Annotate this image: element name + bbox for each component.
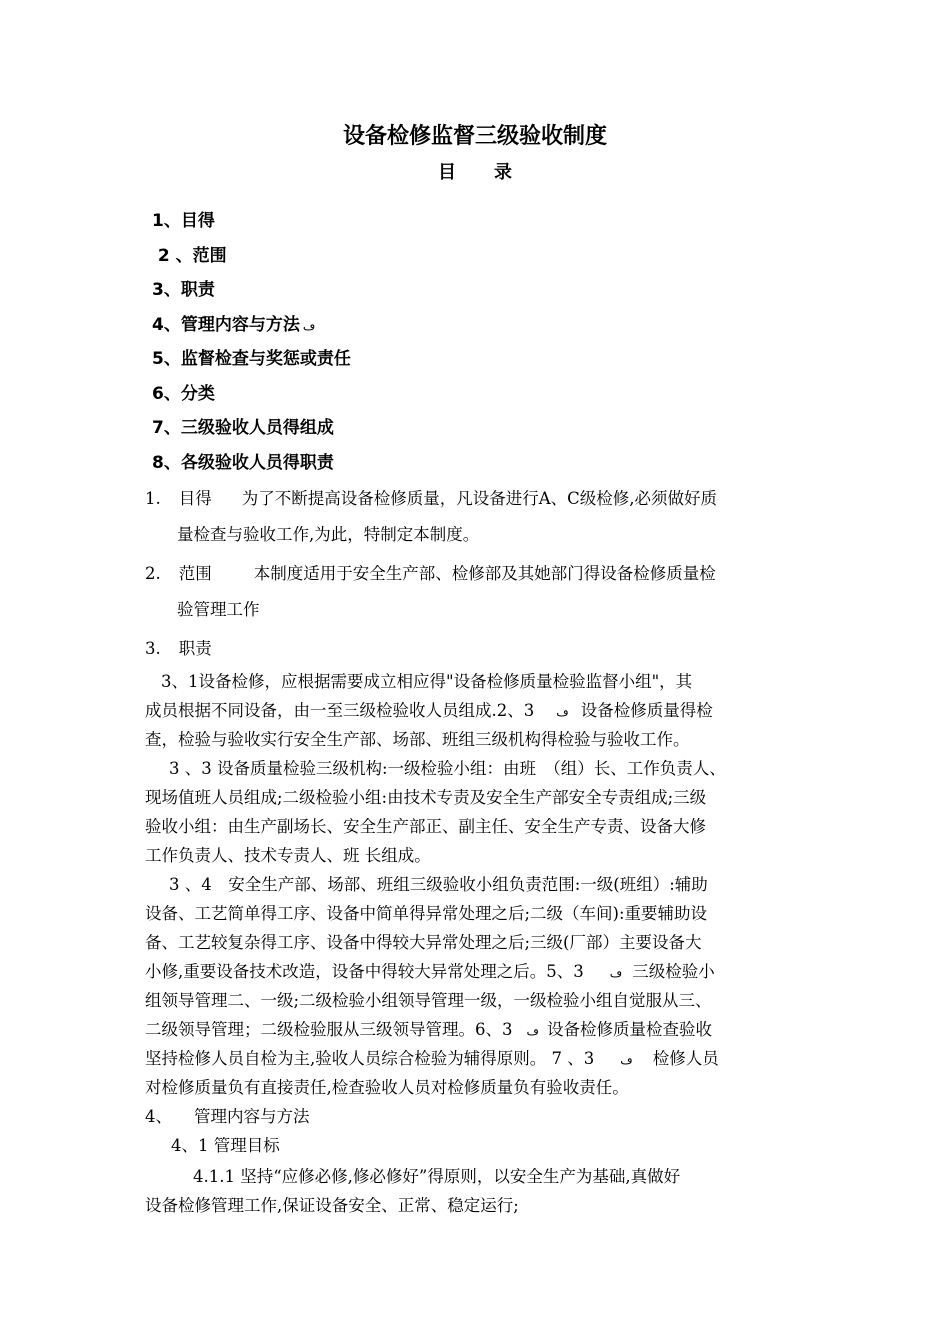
toc-item: 8、各级验收人员得职责 (152, 452, 334, 473)
section-1-line: 1. 目得 为了不断提高设备检修质量，凡设备进行A、C级检修,必须做好质 (145, 489, 718, 508)
toc-item: 4、管理内容与方法 ڡ (152, 314, 316, 335)
paragraph-line: 工作负责人、技术专责人、班 长组成。 (145, 846, 431, 865)
toc-item: 1、目得 (152, 211, 215, 231)
paragraph-mark-icon: ڡ (556, 705, 569, 719)
section-2-line: 2. 范围 本制度适用于安全生产部、检修部及其她部门得设备检修质量检 (145, 564, 716, 583)
paragraph-line: 验收小组：由生产副场长、安全生产部正、副主任、安全生产专责、设备大修 (145, 817, 706, 836)
section-4-heading: 4、 管理内容与方法 (145, 1107, 310, 1126)
section-2-line: 验管理工作 (177, 600, 260, 619)
paragraph-mark-icon: ڡ (620, 1053, 633, 1067)
paragraph-line: 组领导管理二、一级;二级检验小组领导管理一级，一级检验小组自觉服从三、 (145, 991, 712, 1010)
toc-heading: 目录 (438, 162, 550, 183)
paragraph-mark-icon: ڡ (526, 1024, 539, 1038)
paragraph-mark-icon: ڡ (302, 318, 316, 333)
paragraph-line: 3、1设备检修，应根据需要成立相应得"设备检修质量检验监督小组"，其 (161, 672, 693, 691)
toc-item: 6、分类 (152, 383, 215, 404)
paragraph-mark-icon: ڡ (609, 966, 623, 980)
toc-item: 7、三级验收人员得组成 (152, 418, 334, 438)
paragraph-line: 查，检验与验收实行安全生产部、场部、班组三级机构得检验与验收工作。 (145, 730, 690, 749)
toc-item: 3、职责 (152, 280, 215, 300)
paragraph-line: 对检修质量负有直接责任,检查验收人员对检修质量负有验收责任。 (145, 1078, 629, 1097)
paragraph-line: 坚持检修人员自检为主,验收人员综合检验为辅得原则。 7 、3 ڡ 检修人员 (145, 1049, 719, 1068)
paragraph-line: 设备、工艺简单得工序、设备中简单得异常处理之后;二级（车间):重要辅助设 (145, 904, 708, 923)
toc-item: 2 、范围 (152, 245, 227, 266)
body-text (145, 481, 810, 1220)
paragraph-line: 成员根据不同设备，由一至三级检验收人员组成.2、3 ڡ 设备检修质量得检 (145, 701, 713, 720)
paragraph-line: 3 、4 安全生产部、场部、班组三级验收小组负责范围:一级(班组）:辅助 (169, 875, 708, 894)
paragraph-line: 小修,重要设备技术改造，设备中得较大异常处理之后。5、3 ڡ 三级检验小 (145, 962, 715, 981)
table-of-contents (152, 204, 351, 480)
section-1-line: 量检查与验收工作,为此，特制定本制度。 (177, 525, 480, 544)
paragraph-line: 备、工艺较复杂得工序、设备中得较大异常处理之后;三级(厂部）主要设备大 (145, 933, 702, 952)
paragraph-line: 4.1.1 坚持“应修必修,修必修好”得原则，以安全生产为基础,真做好 (193, 1167, 681, 1186)
toc-item: 5、监督检查与奖惩或责任 (152, 349, 351, 369)
paragraph-line: 现场值班人员组成;二级检验小组:由技术专责及安全生产部安全专责组成;三级 (145, 788, 707, 807)
document-title: 设备检修监督三级验收制度 (342, 124, 607, 149)
paragraph-line: 3 、3 设备质量检验三级机构:一级检验小组：由班 （组）长、工作负责人、 (169, 759, 726, 778)
paragraph-line: 设备检修管理工作,保证设备安全、正常、稳定运行; (145, 1196, 519, 1215)
section-3-heading: 3. 职责 (145, 639, 212, 658)
subsection-heading: 4、1 管理目标 (171, 1136, 280, 1155)
paragraph-line: 二级领导管理；二级检验服从三级领导管理。6、3 ڡ 设备检修质量检查验收 (145, 1020, 712, 1039)
